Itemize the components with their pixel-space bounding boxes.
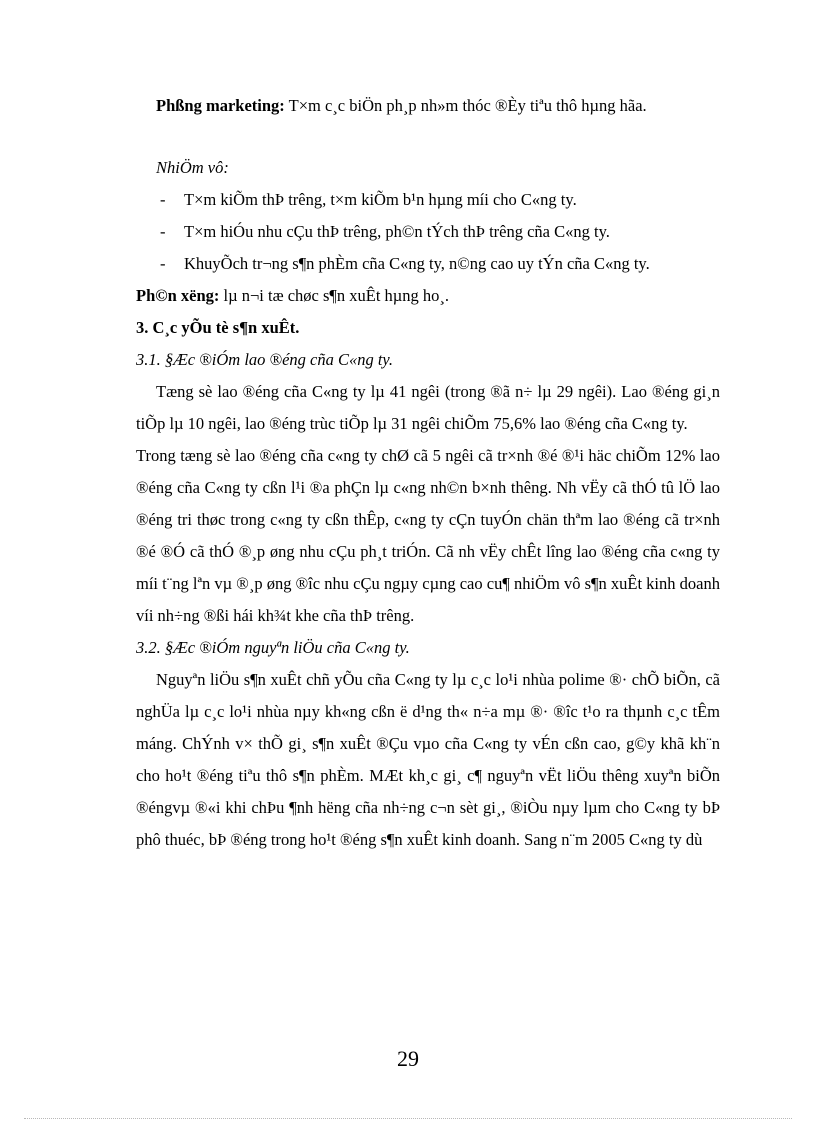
bottom-divider	[24, 1118, 792, 1119]
duty-text: T×m kiÕm thÞ trêng, t×m kiÕm b¹n hµng míi cho C«ng ty.	[184, 190, 577, 209]
workshop-text: lµ n¬i tæ chøc s¶n xuÊt hµng ho¸.	[219, 286, 450, 305]
dash-bullet: -	[160, 222, 166, 241]
materials-paragraph: Nguyªn liÖu s¶n xuÊt chñ yÕu cña C«ng ty lµ c¸c lo¹i nhùa polime ®· chÕ biÕn, cã nghÜa lµ c¸c lo¹i nhùa nµy kh«ng cßn ë d¹ng th« n÷a mµ ®· ®îc t¹o ra thµnh c¸c tÊm máng. ChÝnh v× thÕ gi¸ s¶n xuÊt ®Çu vµo cña C«ng ty vÉn cßn cao, g©y khã kh¨n cho ho¹t ®éng tiªu thô s¶n phÈm. MÆt kh¸c gi¸ c¶ nguyªn vËt liÖu thêng xuyªn biÕn ®éngvµ ®«i khi chÞu ¶nh hëng cña nh÷ng c¬n sèt gi¸, ®iÒu nµy lµm cho C«ng ty bÞ phô thuéc, bÞ ®éng trong ho¹t ®éng s¶n xuÊt kinh doanh. Sang n¨m 2005 C«ng ty dù	[136, 670, 720, 849]
page-content	[136, 90, 720, 856]
spacer	[136, 122, 720, 152]
duty-item	[136, 216, 720, 248]
section-3-1-heading: 3.1. §Æc ®iÓm lao ®éng cña C«ng ty.	[136, 350, 393, 369]
section-3-heading: 3. C¸c yÕu tè s¶n xuÊt.	[136, 318, 300, 337]
marketing-label: Phßng marketing:	[156, 96, 285, 115]
dash-bullet: -	[160, 190, 166, 209]
marketing-paragraph	[136, 90, 720, 122]
duty-text: T×m hiÓu nhu cÇu thÞ trêng, ph©n tÝch thÞ trêng cña C«ng ty.	[184, 222, 610, 241]
dash-bullet: -	[160, 254, 166, 273]
duty-text: KhuyÕch tr¬ng s¶n phÈm cña C«ng ty, n©ng cao uy tÝn cña C«ng ty.	[184, 254, 650, 273]
workshop-paragraph	[136, 280, 720, 312]
duties-title: NhiÖm vô:	[156, 158, 229, 177]
duty-item	[136, 248, 720, 280]
workshop-label: Ph©n xëng:	[136, 286, 220, 305]
labor-paragraph-1: Tæng sè lao ®éng cña C«ng ty lµ 41 ngêi (trong ®ã n÷ lµ 29 ngêi). Lao ®éng gi¸n tiÕp lµ 10 ngêi, lao ®éng trùc tiÕp lµ 31 ngêi chiÕm 75,6% lao ®éng cña C«ng ty.	[136, 382, 720, 433]
duty-item	[136, 184, 720, 216]
duties-list	[136, 184, 720, 280]
section-3-2-heading: 3.2. §Æc ®iÓm nguyªn liÖu cña C«ng ty.	[136, 638, 410, 657]
labor-paragraph-2: Trong tæng sè lao ®éng cña c«ng ty chØ cã 5 ngêi cã tr×nh ®é ®¹i häc chiÕm 12% lao ®éng cña C«ng ty cßn l¹i ®a phÇn lµ c«ng nh©n b×nh thêng. Nh vËy cã thÓ tû lÖ lao ®éng tri thøc trong c«ng ty cßn thÊp, c«ng ty cÇn tuyÓn chän thªm lao ®éng cã tr×nh ®é ®Ó cã thÓ ®¸p øng nhu cÇu ph¸t triÓn. Cã nh vËy chÊt lîng lao ®éng cña c«ng ty míi t¨ng lªn vµ ®¸p øng ®îc nhu cÇu ngµy cµng cao cu¶ nhiÖm vô s¶n xuÊt kinh doanh víi nh÷ng ®ßi hái kh¾t khe cña thÞ trêng.	[136, 446, 720, 625]
marketing-text: T×m c¸c biÖn ph¸p nh»m thóc ®Èy tiªu thô hµng hãa.	[284, 96, 647, 115]
page-number: 29	[397, 1046, 419, 1071]
